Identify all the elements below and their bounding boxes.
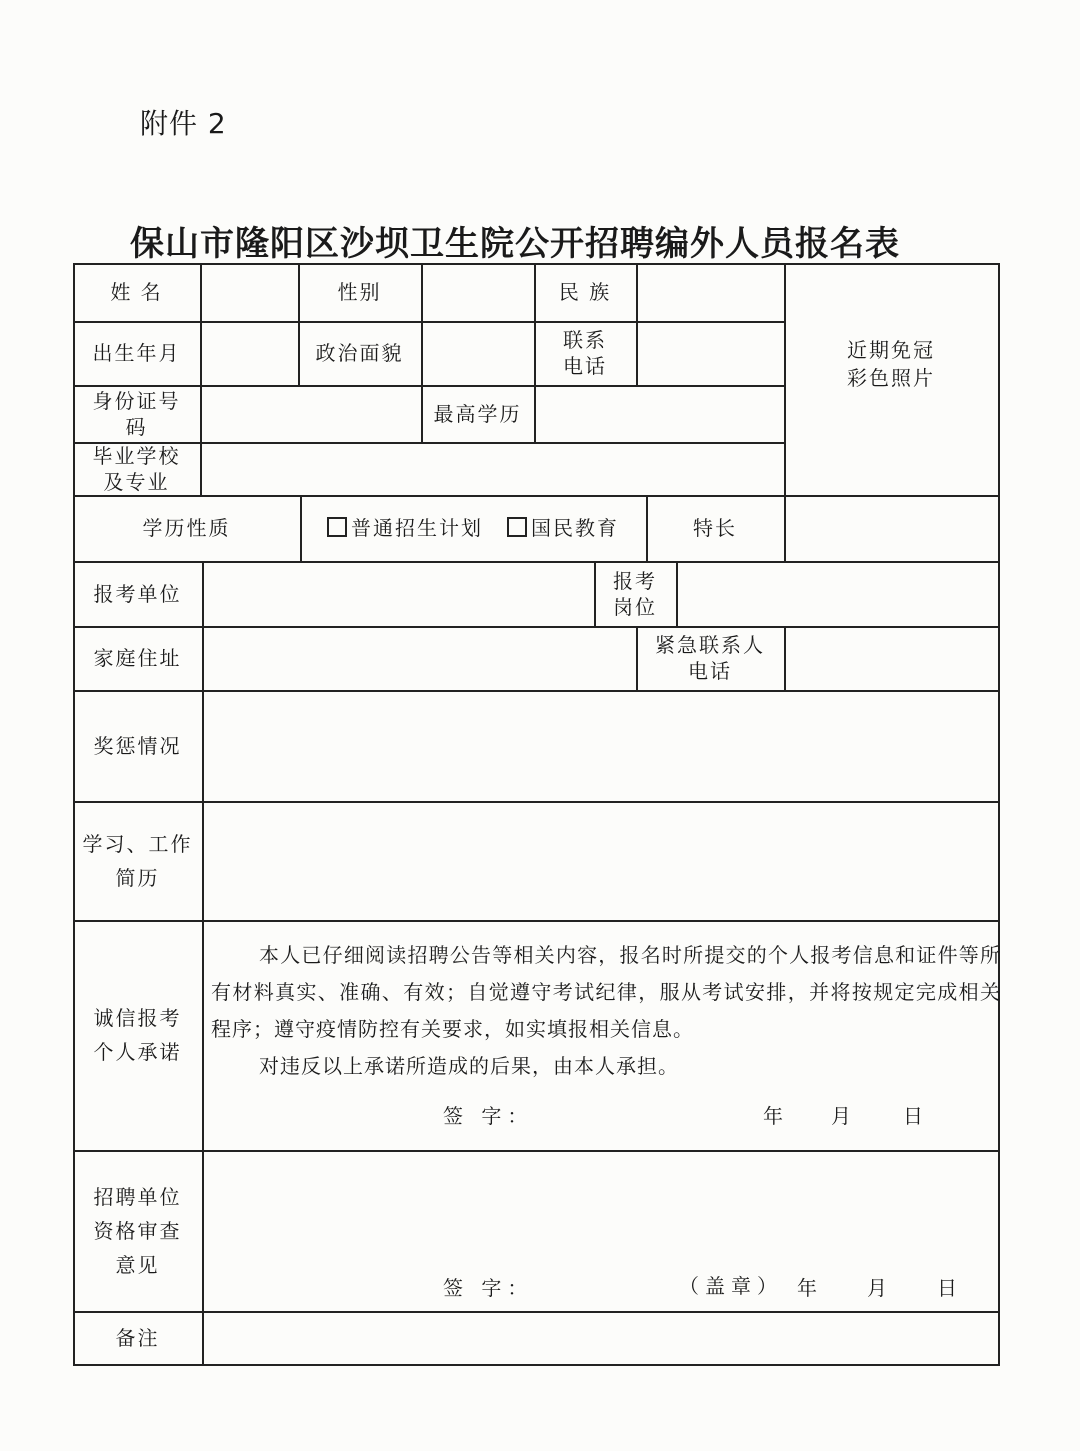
id-number-label: 身份证号 码 (92, 388, 181, 439)
address-field[interactable] (202, 626, 636, 690)
emergency-label: 紧急联系人 电话 (655, 633, 765, 683)
address-label: 家庭住址 (93, 646, 182, 670)
birth-field[interactable] (200, 321, 298, 385)
unit-field[interactable] (202, 561, 594, 626)
edu-type-options (300, 495, 646, 561)
gender-label: 性别 (337, 280, 382, 304)
ethnicity-label: 民 族 (558, 280, 612, 304)
photo-placeholder[interactable]: 近期免冠 彩色照片 (847, 338, 935, 390)
review-day: 日 (937, 1276, 963, 1300)
birth-label: 出生年月 (92, 341, 181, 365)
review-seal-label: （盖章） (679, 1274, 783, 1298)
education-label: 最高学历 (433, 401, 522, 426)
edu-type-label: 学历性质 (142, 516, 231, 540)
position-label: 报考 岗位 (613, 568, 657, 619)
row-line (73, 1150, 998, 1152)
pledge-year: 年 (763, 1104, 789, 1128)
unit-label: 报考单位 (93, 581, 182, 606)
school-field[interactable] (200, 442, 784, 495)
position-field[interactable] (676, 561, 998, 626)
resume-field[interactable] (202, 801, 998, 920)
registration-form-table (73, 263, 1000, 1366)
pledge-day: 日 (903, 1104, 929, 1128)
remarks-field[interactable] (202, 1311, 998, 1364)
option-regular[interactable]: 普通招生计划 (327, 515, 483, 541)
remarks-label: 备注 (115, 1325, 160, 1350)
review-month: 月 (867, 1276, 893, 1300)
political-label: 政治面貌 (315, 341, 404, 365)
pledge-paragraph: 本人已仔细阅读招聘公告等相关内容，报名时所提交的个人报考信息和证件等所有材料真实、准确、有效；自觉遵守考试纪律，服从考试安排，并将按规定完成相关程序；遵守疫情防控有关要求，如实填报相关信息。 (211, 943, 1001, 1041)
rewards-field[interactable] (202, 690, 998, 801)
political-field[interactable] (421, 321, 534, 385)
education-field[interactable] (534, 385, 784, 442)
option-national[interactable]: 国民教育 (507, 515, 619, 541)
attachment-label: 附件 2 (140, 107, 227, 140)
emergency-field[interactable] (784, 626, 998, 690)
name-label: 姓 名 (110, 280, 163, 304)
specialty-label: 特长 (693, 516, 737, 540)
checkbox-icon[interactable] (327, 517, 347, 537)
table-border-bottom (73, 1364, 1000, 1366)
ethnicity-field[interactable] (636, 263, 784, 321)
phone-label: 联系 电话 (563, 328, 607, 378)
rewards-label: 奖惩情况 (93, 733, 182, 758)
resume-label: 学习、工作 简历 (82, 831, 193, 890)
gender-field[interactable] (421, 263, 534, 321)
review-sign-label: 签 字： (443, 1276, 534, 1300)
pledge-label: 诚信报考 个人承诺 (93, 1006, 182, 1064)
pledge-month: 月 (831, 1104, 857, 1128)
checkbox-icon[interactable] (507, 517, 527, 537)
pledge-paragraph: 对违反以上承诺所造成的后果，由本人承担。 (259, 1054, 679, 1078)
review-year: 年 (797, 1276, 823, 1300)
phone-field[interactable] (636, 321, 784, 385)
school-label: 毕业学校 及专业 (92, 443, 181, 494)
specialty-field[interactable] (784, 495, 998, 561)
form-title: 保山市隆阳区沙坝卫生院公开招聘编外人员报名表 (130, 224, 900, 264)
id-number-field[interactable] (200, 385, 421, 442)
review-label: 招聘单位 资格审查 意见 (93, 1184, 182, 1277)
row-line (73, 920, 998, 922)
pledge-sign-label: 签 字： (443, 1104, 534, 1128)
table-border-right (998, 263, 1000, 1366)
name-field[interactable] (200, 263, 298, 321)
pledge-text (211, 937, 1001, 1085)
